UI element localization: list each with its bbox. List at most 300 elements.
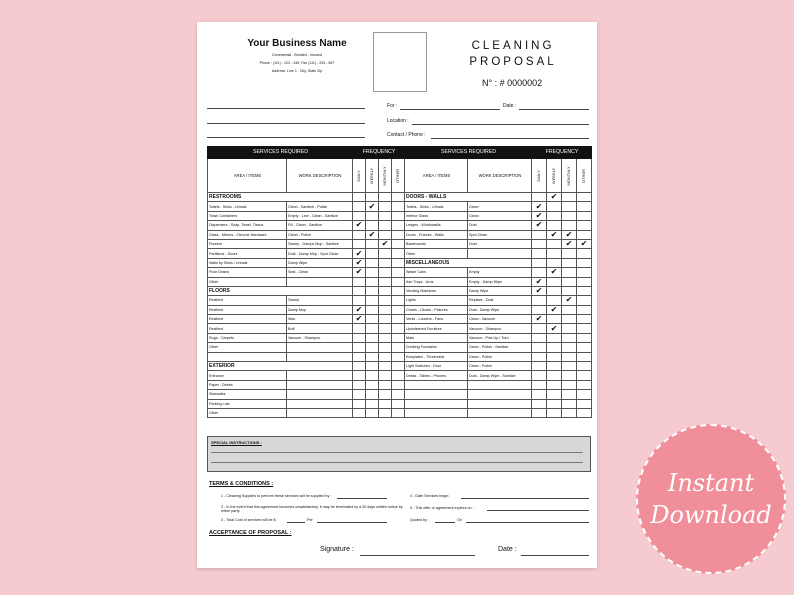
frequency-cell[interactable] (379, 371, 392, 380)
frequency-cell[interactable] (577, 211, 592, 220)
work-description-cell: Vacuum - Shampoo (287, 333, 353, 342)
work-description-cell: Clean - Vacuum (468, 315, 532, 324)
frequency-cell[interactable] (562, 249, 577, 258)
frequency-cell[interactable]: ✔ (547, 193, 562, 202)
table-row (208, 343, 592, 352)
frequency-cell[interactable] (366, 324, 379, 333)
area-item-cell: Dispensers - Soap, Towel, Tissue (208, 221, 287, 230)
frequency-cell[interactable] (577, 315, 592, 324)
work-description-cell: Empty - Damp Wipe (468, 277, 532, 286)
frequency-cell[interactable] (353, 408, 366, 417)
frequency-cell[interactable] (547, 239, 562, 248)
frequency-cell[interactable] (353, 380, 366, 389)
area-item-cell: Resilient (208, 305, 287, 314)
frequency-cell[interactable] (392, 193, 405, 202)
frequency-cell[interactable] (562, 305, 577, 314)
frequency-cell[interactable] (353, 324, 366, 333)
frequency-cell[interactable] (379, 362, 392, 371)
frequency-cell[interactable] (379, 305, 392, 314)
area-item-cell (405, 399, 468, 408)
frequency-cell[interactable] (562, 408, 577, 417)
logo-placeholder (373, 32, 427, 92)
frequency-cell[interactable] (562, 268, 577, 277)
work-description-cell: Clean - Polish (468, 362, 532, 371)
frequency-cell[interactable] (547, 371, 562, 380)
work-description-cell (287, 371, 353, 380)
frequency-cell[interactable] (353, 352, 366, 361)
frequency-cell[interactable] (577, 399, 592, 408)
special-instructions-line[interactable] (211, 452, 583, 453)
check-mark-icon[interactable]: ✔ (353, 305, 366, 314)
frequency-cell[interactable] (577, 362, 592, 371)
frequency-cell[interactable] (366, 249, 379, 258)
total-cost-field[interactable] (287, 522, 305, 523)
area-item-cell: Toilets - Sinks - Urinals (405, 202, 468, 211)
check-mark-icon[interactable]: ✔ (353, 249, 366, 258)
frequency-cell[interactable] (392, 343, 405, 352)
frequency-cell[interactable] (577, 333, 592, 342)
work-description-cell: Dust (468, 239, 532, 248)
check-mark-icon[interactable]: ✔ (379, 239, 392, 248)
frequency-cell[interactable] (532, 343, 547, 352)
frequency-cell[interactable] (532, 268, 547, 277)
frequency-cell[interactable] (547, 202, 562, 211)
work-description-cell (468, 380, 532, 389)
frequency-cell[interactable] (379, 193, 392, 202)
frequency-cell[interactable] (532, 371, 547, 380)
expires-field[interactable] (487, 510, 589, 511)
frequency-cell[interactable] (562, 277, 577, 286)
check-mark-icon[interactable]: ✔ (366, 202, 379, 211)
frequency-header-right: FREQUENCY (532, 147, 592, 159)
frequency-cell[interactable] (379, 211, 392, 220)
business-address: Address, Line 1 , City, State Zip (271, 69, 323, 73)
frequency-cell[interactable] (379, 343, 392, 352)
frequency-cell[interactable] (353, 193, 366, 202)
area-item-cell: Desks - Tables - Phones (405, 371, 468, 380)
frequency-cell[interactable] (562, 211, 577, 220)
work-description-cell: Spot Clean (468, 230, 532, 239)
frequency-cell[interactable] (353, 296, 366, 305)
frequency-cell[interactable] (532, 399, 547, 408)
supplies-field[interactable] (337, 498, 387, 499)
frequency-cell[interactable] (547, 333, 562, 342)
frequency-cell[interactable] (577, 193, 592, 202)
quoted-by-field[interactable] (435, 522, 455, 523)
frequency-cell[interactable] (577, 343, 592, 352)
document-title (453, 38, 573, 70)
acceptance-heading: ACCEPTANCE OF PROPOSAL : (209, 530, 292, 536)
area-item-cell: Toilets - Sinks - Urinals (208, 202, 287, 211)
frequency-cell[interactable] (379, 380, 392, 389)
frequency-cell[interactable] (392, 362, 405, 371)
frequency-cell[interactable] (366, 277, 379, 286)
frequency-cell[interactable] (392, 408, 405, 417)
frequency-cell[interactable] (547, 390, 562, 399)
check-mark-icon[interactable]: ✔ (532, 286, 547, 295)
badge-line-1: Instant (667, 469, 755, 497)
frequency-cell[interactable] (392, 380, 405, 389)
work-description-cell (468, 390, 532, 399)
work-description-cell: Clean - Polish (287, 230, 353, 239)
weekly-label: WEEKLY (551, 167, 557, 184)
frequency-cell[interactable] (379, 399, 392, 408)
frequency-cell[interactable] (562, 258, 577, 267)
frequency-cell[interactable] (366, 390, 379, 399)
frequency-cell[interactable] (577, 277, 592, 286)
frequency-cell[interactable] (547, 408, 562, 417)
frequency-cell[interactable] (532, 390, 547, 399)
check-mark-icon[interactable]: ✔ (547, 230, 562, 239)
table-row (208, 390, 592, 399)
weekly-header-left (366, 159, 379, 193)
special-instructions-box (207, 436, 591, 472)
frequency-cell[interactable] (379, 249, 392, 258)
frequency-cell[interactable] (353, 230, 366, 239)
frequency-cell[interactable] (366, 305, 379, 314)
check-mark-icon[interactable]: ✔ (353, 258, 366, 267)
frequency-cell[interactable] (577, 258, 592, 267)
area-items-header-right: AREA / ITEMS (405, 159, 468, 193)
frequency-cell[interactable] (392, 258, 405, 267)
check-mark-icon[interactable]: ✔ (353, 221, 366, 230)
frequency-cell[interactable] (562, 324, 577, 333)
special-instructions-line[interactable] (211, 462, 583, 463)
area-item-cell: Lights (405, 296, 468, 305)
frequency-cell[interactable] (532, 239, 547, 248)
work-description-cell: Clean - Polish (468, 352, 532, 361)
frequency-cell[interactable] (577, 408, 592, 417)
check-mark-icon[interactable]: ✔ (562, 296, 577, 305)
services-required-header-right: SERVICES REQUIRED (405, 147, 532, 159)
frequency-cell[interactable] (392, 296, 405, 305)
frequency-cell[interactable] (532, 230, 547, 239)
frequency-cell[interactable] (562, 352, 577, 361)
table-row (208, 230, 592, 239)
business-name: Your Business Name (247, 38, 347, 49)
work-description-cell (287, 380, 353, 389)
frequency-cell[interactable] (562, 343, 577, 352)
work-description-header-right: WORK DESCRIPTION (468, 159, 532, 193)
frequency-cell[interactable] (392, 202, 405, 211)
check-mark-icon[interactable]: ✔ (577, 239, 592, 248)
frequency-cell[interactable] (366, 371, 379, 380)
check-mark-icon[interactable]: ✔ (547, 305, 562, 314)
contact-field[interactable] (431, 138, 589, 139)
check-mark-icon[interactable]: ✔ (353, 315, 366, 324)
frequency-cell[interactable] (379, 268, 392, 277)
frequency-cell[interactable] (353, 239, 366, 248)
area-item-cell: Doors - Frames - Walls (405, 230, 468, 239)
acceptance-date-field[interactable] (521, 555, 589, 556)
for-field[interactable] (400, 109, 500, 110)
signature-field[interactable] (360, 555, 475, 556)
frequency-cell[interactable] (353, 362, 366, 371)
work-description-cell: Replace - Dust (468, 296, 532, 305)
frequency-cell[interactable] (379, 258, 392, 267)
frequency-cell[interactable] (353, 333, 366, 342)
frequency-cell[interactable] (532, 258, 547, 267)
frequency-cell[interactable] (392, 399, 405, 408)
frequency-cell[interactable] (366, 221, 379, 230)
frequency-cell[interactable] (353, 399, 366, 408)
work-description-cell (287, 408, 353, 417)
frequency-cell[interactable] (353, 277, 366, 286)
proposal-number: N° : # 0000002 (482, 78, 543, 88)
work-description-cell: Vacuum - Pick Up / Turn (468, 333, 532, 342)
work-description-cell: Clean (468, 202, 532, 211)
frequency-cell[interactable] (379, 390, 392, 399)
frequency-cell[interactable] (366, 399, 379, 408)
area-item-cell (405, 390, 468, 399)
frequency-cell[interactable] (532, 352, 547, 361)
frequency-cell[interactable] (392, 371, 405, 380)
frequency-cell[interactable] (353, 343, 366, 352)
area-item-cell: Upholstered Furniture (405, 324, 468, 333)
area-item-cell: Other (208, 343, 287, 352)
area-item-cell: Floor Drains (208, 268, 287, 277)
frequency-cell[interactable] (577, 324, 592, 333)
title-line-2: PROPOSAL (469, 56, 557, 68)
frequency-cell[interactable] (379, 296, 392, 305)
frequency-cell[interactable] (562, 286, 577, 295)
for-label: For : (387, 103, 398, 109)
frequency-cell[interactable] (353, 390, 366, 399)
frequency-cell[interactable] (562, 390, 577, 399)
date-field[interactable] (519, 109, 589, 110)
frequency-cell[interactable] (392, 239, 405, 248)
location-label: Location : (387, 118, 409, 124)
frequency-cell[interactable] (532, 333, 547, 342)
other-header-right (577, 159, 592, 193)
frequency-cell[interactable] (547, 343, 562, 352)
frequency-cell[interactable] (379, 324, 392, 333)
frequency-cell[interactable] (366, 352, 379, 361)
frequency-cell[interactable] (547, 221, 562, 230)
frequency-cell[interactable] (392, 221, 405, 230)
monthly-label: MONTHLY (566, 165, 572, 186)
frequency-cell[interactable] (532, 408, 547, 417)
address-line-3[interactable] (207, 137, 365, 138)
frequency-cell[interactable] (379, 315, 392, 324)
frequency-cell[interactable] (379, 221, 392, 230)
work-description-cell: Empty - Line - Clean - Sanitize (287, 211, 353, 220)
daily-header-right (532, 159, 547, 193)
frequency-cell[interactable] (392, 286, 405, 295)
per-field[interactable] (317, 522, 387, 523)
check-mark-icon[interactable]: ✔ (532, 315, 547, 324)
frequency-cell[interactable] (392, 249, 405, 258)
work-description-cell (287, 277, 353, 286)
frequency-cell[interactable] (547, 211, 562, 220)
frequency-cell[interactable] (577, 390, 592, 399)
frequency-cell[interactable] (577, 202, 592, 211)
frequency-cell[interactable] (532, 380, 547, 389)
frequency-cell[interactable] (366, 380, 379, 389)
frequency-cell[interactable] (562, 380, 577, 389)
check-mark-icon[interactable]: ✔ (547, 324, 562, 333)
work-description-cell: Vacuum - Shampoo (468, 324, 532, 333)
frequency-cell[interactable] (366, 333, 379, 342)
work-description-cell: Wax (287, 315, 353, 324)
frequency-cell[interactable] (379, 333, 392, 342)
table-row (208, 380, 592, 389)
frequency-cell[interactable] (353, 211, 366, 220)
frequency-cell[interactable] (366, 296, 379, 305)
work-description-cell (468, 399, 532, 408)
frequency-cell[interactable] (562, 202, 577, 211)
frequency-cell[interactable] (577, 380, 592, 389)
frequency-cell[interactable] (366, 268, 379, 277)
check-mark-icon[interactable]: ✔ (532, 211, 547, 220)
frequency-cell[interactable] (392, 324, 405, 333)
frequency-cell[interactable] (353, 286, 366, 295)
frequency-cell[interactable] (379, 202, 392, 211)
check-mark-icon[interactable]: ✔ (532, 202, 547, 211)
frequency-cell[interactable] (577, 221, 592, 230)
frequency-cell[interactable] (577, 305, 592, 314)
table-row (208, 202, 592, 211)
frequency-cell[interactable] (547, 249, 562, 258)
work-description-cell (468, 408, 532, 417)
frequency-cell[interactable] (547, 352, 562, 361)
address-line-2[interactable] (207, 123, 365, 124)
business-phone: Phone : (111) - 123 - 345, Fax (111) - 234 - 567 (259, 61, 335, 65)
frequency-cell[interactable] (532, 362, 547, 371)
frequency-cell[interactable] (392, 230, 405, 239)
area-item-cell: Walls by Sinks / Urinals (208, 258, 287, 267)
table-row (208, 277, 592, 286)
frequency-cell[interactable] (392, 333, 405, 342)
frequency-cell[interactable] (547, 258, 562, 267)
work-description-cell (287, 390, 353, 399)
frequency-cell[interactable] (366, 211, 379, 220)
check-mark-icon[interactable]: ✔ (353, 268, 366, 277)
quoted-on-field[interactable] (466, 522, 589, 523)
frequency-cell[interactable] (366, 362, 379, 371)
frequency-cell[interactable] (366, 343, 379, 352)
frequency-cell[interactable] (547, 315, 562, 324)
services-begin-field[interactable] (461, 498, 589, 499)
check-mark-icon[interactable]: ✔ (547, 268, 562, 277)
other-label: OTHER (395, 168, 400, 183)
work-description-cell: Buff (287, 324, 353, 333)
frequency-cell[interactable] (392, 390, 405, 399)
area-item-cell (405, 408, 468, 417)
work-description-cell: Clean (468, 211, 532, 220)
frequency-cell[interactable] (577, 249, 592, 258)
services-required-header-left: SERVICES REQUIRED (208, 147, 353, 159)
frequency-cell[interactable] (353, 202, 366, 211)
weekly-label: WEEKLY (369, 167, 374, 184)
frequency-cell[interactable] (532, 296, 547, 305)
frequency-cell[interactable] (379, 352, 392, 361)
frequency-cell[interactable] (547, 362, 562, 371)
monthly-header-right (562, 159, 577, 193)
area-item-cell: Entrance (208, 371, 287, 380)
work-description-cell (287, 352, 353, 361)
monthly-label: MONTHLY (382, 165, 387, 186)
frequency-cell[interactable] (562, 221, 577, 230)
instant-download-badge (636, 424, 786, 574)
frequency-cell[interactable] (577, 371, 592, 380)
frequency-cell[interactable] (562, 193, 577, 202)
other-label: OTHER (581, 168, 587, 183)
frequency-cell[interactable] (392, 315, 405, 324)
frequency-cell[interactable] (577, 286, 592, 295)
frequency-cell[interactable] (547, 277, 562, 286)
table-row (208, 333, 592, 342)
area-items-header-left: AREA / ITEMS (208, 159, 287, 193)
frequency-cell[interactable] (392, 277, 405, 286)
area-item-cell: Resilient (208, 296, 287, 305)
frequency-cell[interactable] (577, 268, 592, 277)
area-item-cell: Baseboards (405, 239, 468, 248)
check-mark-icon[interactable]: ✔ (562, 230, 577, 239)
frequency-cell[interactable] (562, 333, 577, 342)
area-item-cell: Parking Lots (208, 399, 287, 408)
frequency-cell[interactable] (532, 324, 547, 333)
frequency-header-left: FREQUENCY (353, 147, 405, 159)
check-mark-icon[interactable]: ✔ (532, 221, 547, 230)
area-item-cell: Vending Machines (405, 286, 468, 295)
services-table (207, 146, 592, 418)
frequency-cell[interactable] (392, 305, 405, 314)
location-field[interactable] (412, 124, 589, 125)
area-item-cell: Light Switches - Door (405, 362, 468, 371)
table-row (208, 249, 592, 258)
area-item-cell: Paper - Debris (208, 380, 287, 389)
frequency-cell[interactable] (532, 193, 547, 202)
frequency-cell[interactable] (366, 408, 379, 417)
signature-label: Signature : (320, 546, 354, 553)
frequency-cell[interactable] (547, 399, 562, 408)
frequency-cell[interactable] (366, 286, 379, 295)
frequency-cell[interactable] (379, 408, 392, 417)
frequency-cell[interactable] (547, 296, 562, 305)
check-mark-icon[interactable]: ✔ (366, 230, 379, 239)
frequency-cell[interactable] (562, 399, 577, 408)
check-mark-icon[interactable]: ✔ (562, 239, 577, 248)
check-mark-icon[interactable]: ✔ (532, 277, 547, 286)
frequency-cell[interactable] (532, 305, 547, 314)
frequency-cell[interactable] (392, 211, 405, 220)
frequency-cell[interactable] (379, 277, 392, 286)
frequency-cell[interactable] (562, 315, 577, 324)
frequency-cell[interactable] (366, 315, 379, 324)
frequency-cell[interactable] (562, 371, 577, 380)
frequency-cell[interactable] (366, 239, 379, 248)
table-row (208, 286, 592, 295)
frequency-cell[interactable] (392, 268, 405, 277)
frequency-cell[interactable] (547, 286, 562, 295)
frequency-cell[interactable] (577, 230, 592, 239)
frequency-cell[interactable] (379, 286, 392, 295)
frequency-cell[interactable] (366, 193, 379, 202)
frequency-cell[interactable] (379, 230, 392, 239)
frequency-cell[interactable] (532, 249, 547, 258)
address-line-1[interactable] (207, 108, 365, 109)
frequency-cell[interactable] (577, 296, 592, 305)
frequency-cell[interactable] (392, 352, 405, 361)
acceptance-date-label: Date : (498, 546, 517, 553)
area-item-cell: Drinking Fountains (405, 343, 468, 352)
frequency-cell[interactable] (366, 258, 379, 267)
frequency-cell[interactable] (562, 362, 577, 371)
frequency-cell[interactable] (353, 371, 366, 380)
frequency-cell[interactable] (577, 352, 592, 361)
frequency-cell[interactable] (547, 380, 562, 389)
